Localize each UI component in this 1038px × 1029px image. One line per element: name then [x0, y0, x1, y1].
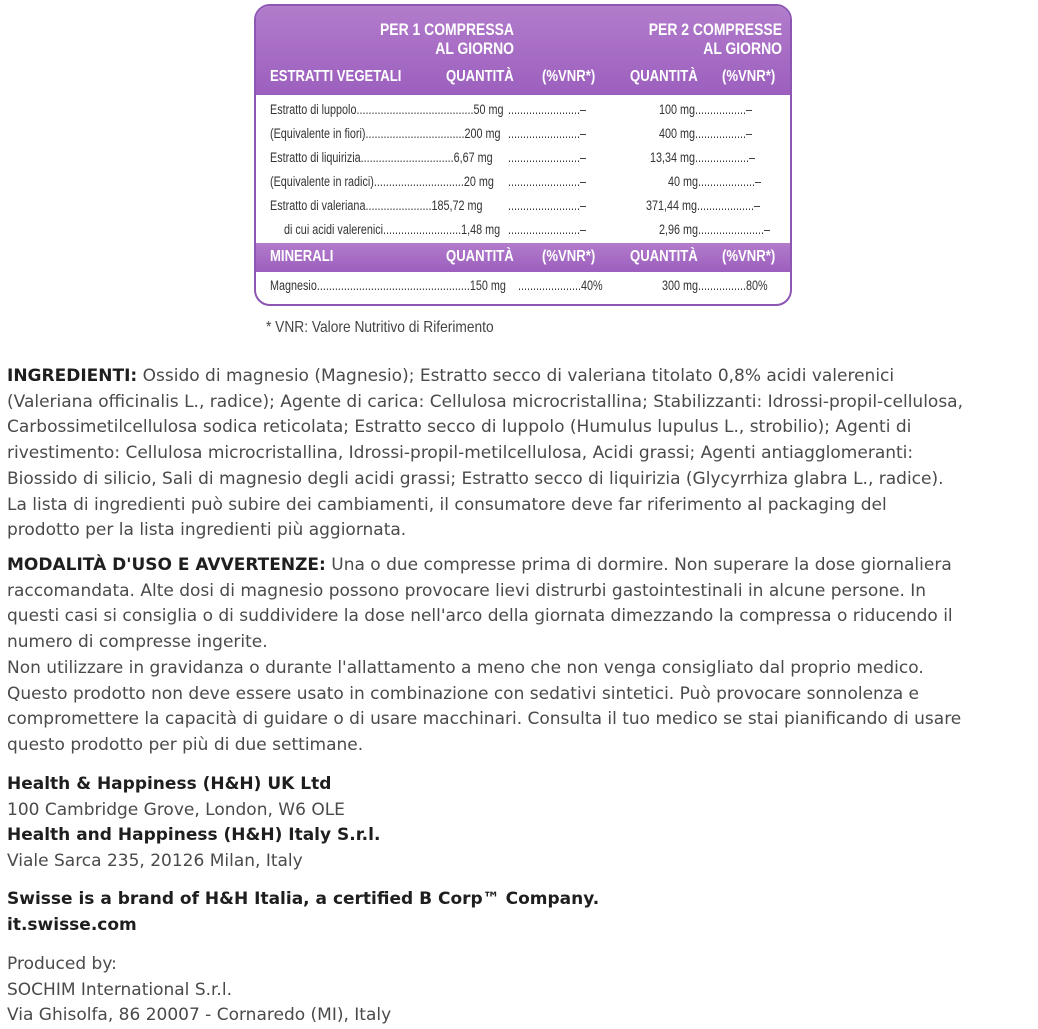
- table-row: Estratto di luppolo.......................................50 mg ........................– 100 mg.................–: [270, 102, 753, 117]
- it-company-address: Viale Sarca 235, 20126 Milan, Italy: [7, 851, 303, 872]
- ingredients-heading: INGREDIENTI:: [7, 366, 138, 386]
- vnr1-heading: (%VNR*): [542, 68, 596, 85]
- vnr2-heading: (%VNR*): [722, 68, 776, 85]
- qty1-heading: QUANTITÀ: [446, 68, 514, 85]
- brand-section: [7, 887, 1037, 938]
- producer-name: SOCHIM International S.r.l.: [7, 979, 232, 1000]
- brand-statement: Swisse is a brand of H&H Italia, a certified B Corp™ Company.: [7, 889, 600, 909]
- minerals-heading-bar: MINERALI QUANTITÀ (%VNR*) QUANTITÀ (%VNR*): [256, 243, 790, 272]
- per-1-tablet-header: PER 1 COMPRESSA AL GIORNO: [379, 20, 514, 58]
- extracts-heading: ESTRATTI VEGETALI: [270, 68, 402, 85]
- table-row: Magnesio...................................................150 mg .....................40% 300 mg................80%: [270, 278, 768, 293]
- table-row: (Equivalente in fiori).................................200 mg ........................– 400 mg.................–: [270, 126, 753, 141]
- table-row: di cui acidi valerenici..........................1,48 mg ........................– 2,96 mg......................–: [284, 222, 771, 237]
- ingredients-section: INGREDIENTI: Ossido di magnesio (Magnesio); Estratto secco di valeriana titolato 0,8% acidi valerenici (Valeriana officinalis L., radice); Agente di carica: Cellulosa microcristallina; Stabilizzanti: Idrossi-propil-cellulosa, Carbossimetilcellulosa sodica reticolata; Estratto secco di luppolo (Humulus lupulus L., strobilio); Agenti di rivestimento: Cellulosa microcristallina, Idrossi-propil-metilcellulosa, Acidi grassi; Agenti antiagglomeranti: Biossido di silicio, Sali di magnesio degli acidi grassi; Estratto secco di liquirizia (Glycyrrhiza glabra L., radice). La lista di ingredienti può subire dei cambiamenti, il consumatore deve far riferimento al packaging del prodotto per la lista ingredienti più aggiornata.: [7, 366, 964, 541]
- producer-address: Via Ghisolfa, 86 20007 - Cornaredo (MI), Italy: [7, 1005, 392, 1026]
- minerals-heading: MINERALI: [270, 248, 334, 265]
- usage-heading: MODALITÀ D'USO E AVVERTENZE:: [7, 555, 326, 575]
- table-row: Estratto di valeriana......................185,72 mg ........................– 371,44 mg...................–: [270, 198, 761, 213]
- table-header: [256, 6, 790, 95]
- usage-section: MODALITÀ D'USO E AVVERTENZE: Una o due compresse prima di dormire. Non superare la dose giornaliera raccomandata. Alte dosi di magnesio possono provocare lievi distrurbi gastointestinali in alcune persone. In questi casi si consiglia o di suddividere la dose nell'arco della giornata dimezzando la compressa o riducendo il numero di compresse ingerite. Non utilizzare in gravidanza o durante l'allattamento a meno che non venga consigliato dal proprio medico. Questo prodotto non deve essere usato in combinazione con sedativi sintetici. Può provocare sonnolenza e compromettere la capacità di guidare o di usare macchinari. Consulta il tuo medico se stai pianificando di usare questo prodotto per più di due settimane.: [7, 555, 962, 755]
- nutrition-table: [254, 4, 792, 306]
- row-label: Estratto di luppolo.......................................50 mg: [270, 102, 504, 117]
- table-row: (Equivalente in radici)..............................20 mg ........................– 40 mg...................–: [270, 174, 762, 189]
- per-2-tablets-header: PER 2 COMPRESSE AL GIORNO: [648, 20, 782, 58]
- producer-label: Produced by:: [7, 954, 117, 974]
- company-section: [7, 772, 1037, 875]
- producer-section: [7, 952, 1037, 1029]
- vnr-footnote: * VNR: Valore Nutritivo di Riferimento: [266, 319, 494, 336]
- uk-company-address: 100 Cambridge Grove, London, W6 OLE: [7, 799, 345, 820]
- it-company-name: Health and Happiness (H&H) Italy S.r.l.: [7, 825, 381, 846]
- qty2-heading: QUANTITÀ: [630, 68, 698, 85]
- uk-company-name: Health & Happiness (H&H) UK Ltd: [7, 774, 332, 794]
- table-row: Estratto di liquirizia...............................6,67 mg ........................– 13,34 mg..................–: [270, 150, 756, 165]
- website-link[interactable]: it.swisse.com: [7, 914, 137, 935]
